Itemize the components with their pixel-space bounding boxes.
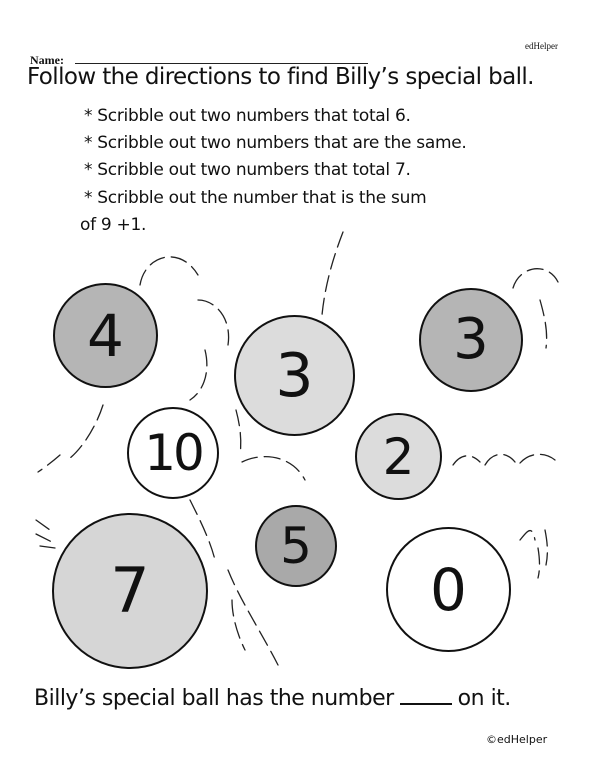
direction-4-continued: of 9 +1.: [80, 215, 147, 235]
ball-number: 7: [110, 554, 150, 627]
ball-number: 4: [87, 301, 124, 370]
ball-number: 2: [382, 427, 415, 486]
ball-3-right[interactable]: [419, 288, 523, 392]
brand-label: edHelper: [525, 41, 558, 51]
ball-7[interactable]: [52, 513, 208, 669]
page-title: Follow the directions to find Billy’s special ball.: [27, 64, 534, 90]
ball-5[interactable]: [255, 505, 337, 587]
ball-0[interactable]: [386, 527, 511, 652]
answer-text-before: Billy’s special ball has the number: [34, 686, 394, 711]
ball-number: 0: [430, 555, 467, 624]
ball-3-center[interactable]: [234, 315, 355, 436]
ball-number: 3: [453, 307, 489, 372]
direction-4: * Scribble out the number that is the sum: [84, 188, 427, 208]
ball-number: 5: [280, 517, 312, 575]
direction-2: * Scribble out two numbers that are the same.: [84, 133, 467, 153]
ball-10[interactable]: [127, 407, 219, 499]
answer-sentence: [34, 686, 511, 711]
answer-blank[interactable]: [400, 702, 452, 705]
ball-4[interactable]: [53, 283, 158, 388]
copyright-label: ©edHelper: [486, 733, 548, 746]
direction-3: * Scribble out two numbers that total 7.: [84, 160, 411, 180]
ball-number: 10: [144, 424, 202, 482]
name-label: Name:: [30, 53, 64, 67]
ball-2[interactable]: [355, 413, 442, 500]
ball-number: 3: [275, 340, 314, 411]
answer-text-after: on it.: [457, 686, 511, 711]
direction-1: * Scribble out two numbers that total 6.: [84, 106, 411, 126]
